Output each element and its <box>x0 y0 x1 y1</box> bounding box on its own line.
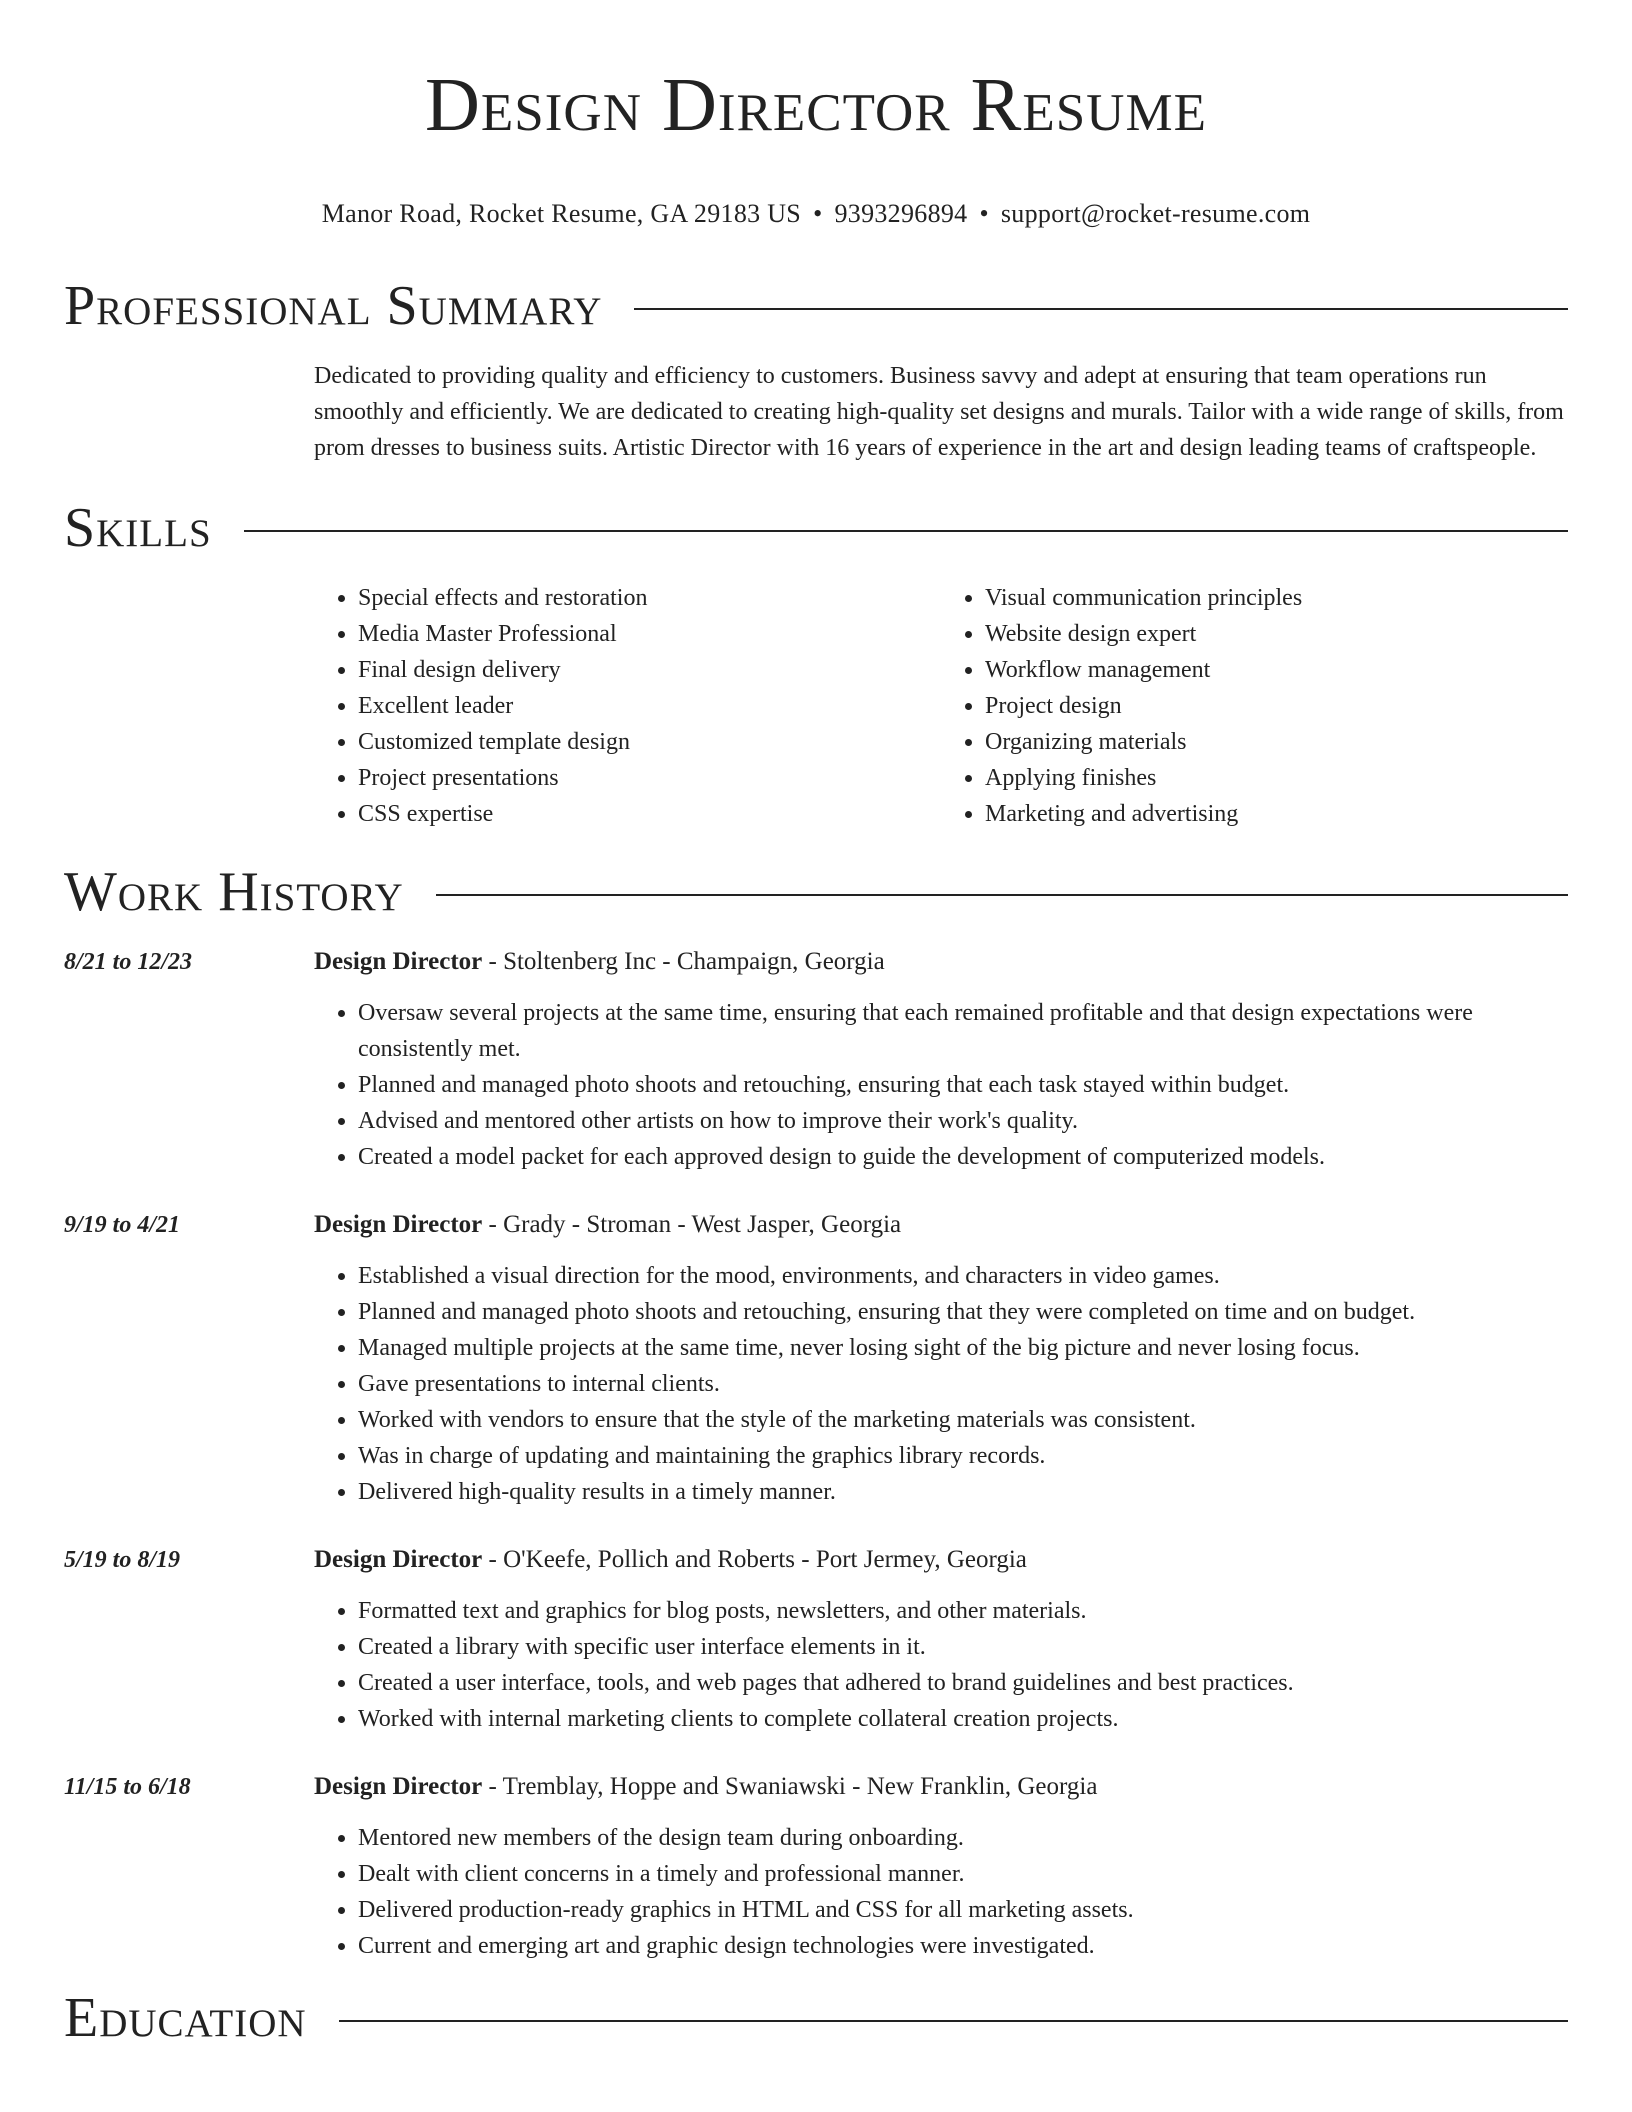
section-title-education: Education <box>64 1987 307 2049</box>
job-bullet: • Created a user interface, tools, and web pages that adhered to brand guidelines and best practices. <box>358 1665 1568 1701</box>
job-title: Design Director <box>314 1211 483 1238</box>
job-bullets <box>314 1820 1568 1964</box>
job-bullet: • Established a visual direction for the mood, environments, and characters in video games. <box>358 1258 1568 1294</box>
job-dates: 5/19 to 8/19 <box>64 1547 181 1573</box>
job-bullet: • Delivered high-quality results in a timely manner. <box>358 1474 1568 1510</box>
skill-item: • Excellent leader <box>358 688 941 724</box>
job-entry <box>64 1207 1568 1510</box>
job-heading <box>314 1769 1568 1805</box>
section-header-education <box>64 1986 1568 2050</box>
section-header-skills <box>64 496 1568 560</box>
skills-column-left <box>314 580 941 832</box>
job-bullet: • Worked with internal marketing clients to complete collateral creation projects. <box>358 1701 1568 1737</box>
job-details: - Stoltenberg Inc - Champaign, Georgia <box>482 948 885 975</box>
job-bullet: • Created a library with specific user interface elements in it. <box>358 1629 1568 1665</box>
job-bullet: • Formatted text and graphics for blog posts, newsletters, and other materials. <box>358 1593 1568 1629</box>
job-bullet: • Managed multiple projects at the same time, never losing sight of the big picture and never losing focus. <box>358 1330 1568 1366</box>
skill-item: • Website design expert <box>985 616 1568 652</box>
skill-item: • Customized template design <box>358 724 941 760</box>
job-title: Design Director <box>314 948 483 975</box>
resume-title: Design Director Resume <box>425 63 1207 147</box>
job-bullet: • Worked with vendors to ensure that the style of the marketing materials was consistent. <box>358 1402 1568 1438</box>
job-details: - O'Keefe, Pollich and Roberts - Port Jermey, Georgia <box>482 1546 1027 1573</box>
job-dates: 8/21 to 12/23 <box>64 949 193 975</box>
skill-item: • Workflow management <box>985 652 1568 688</box>
job-title: Design Director <box>314 1546 483 1573</box>
skill-item: • Visual communication principles <box>985 580 1568 616</box>
job-entry <box>64 1769 1568 1964</box>
section-title-skills: Skills <box>64 497 212 559</box>
job-bullet: • Advised and mentored other artists on how to improve their work's quality. <box>358 1103 1568 1139</box>
phone: 9393296894 <box>834 199 968 228</box>
skill-item: • Final design delivery <box>358 652 941 688</box>
address: Manor Road, Rocket Resume, GA 29183 US <box>321 199 802 228</box>
job-bullet: • Oversaw several projects at the same time, ensuring that each remained profitable and that design expectations were consistently met. <box>358 995 1568 1067</box>
job-dates: 11/15 to 6/18 <box>64 1774 191 1800</box>
job-entry <box>64 944 1568 1175</box>
skill-item: • Applying finishes <box>985 760 1568 796</box>
section-divider <box>244 530 1568 532</box>
section-divider <box>339 2020 1568 2022</box>
skill-item: • Media Master Professional <box>358 616 941 652</box>
job-entry <box>64 1542 1568 1737</box>
job-title: Design Director <box>314 1773 483 1800</box>
job-bullet: • Mentored new members of the design team during onboarding. <box>358 1820 1568 1856</box>
contact-line <box>0 198 1632 230</box>
skills-column-right <box>941 580 1568 832</box>
skills-list <box>314 580 1568 832</box>
section-divider <box>634 308 1568 310</box>
summary-text: Dedicated to providing quality and efficiency to customers. Business savvy and adept at ensuring that team operations run smoothly and efficiently. We are dedicated to creating high-quality set designs and murals. Tailor with a wide range of skills, from prom dresses to business suits. Artistic Director with 16 years of experience in the art and design leading teams of craftspeople. <box>314 363 1564 461</box>
job-bullet: • Created a model packet for each approved design to guide the development of computerized models. <box>358 1139 1568 1175</box>
skill-item: • Special effects and restoration <box>358 580 941 616</box>
job-bullet: • Delivered production-ready graphics in HTML and CSS for all marketing assets. <box>358 1892 1568 1928</box>
job-details: - Grady - Stroman - West Jasper, Georgia <box>482 1211 902 1238</box>
section-header-work <box>64 860 1568 924</box>
job-heading <box>314 1207 1568 1243</box>
separator-dot: • <box>813 199 823 228</box>
job-heading <box>314 944 1568 980</box>
skill-item: • CSS expertise <box>358 796 941 832</box>
section-header-summary <box>64 274 1568 338</box>
email: support@rocket-resume.com <box>1000 199 1311 228</box>
job-heading <box>314 1542 1568 1578</box>
job-bullet: • Was in charge of updating and maintaining the graphics library records. <box>358 1438 1568 1474</box>
skill-item: • Marketing and advertising <box>985 796 1568 832</box>
section-title-summary: Professional Summary <box>64 275 603 337</box>
job-bullets <box>314 1593 1568 1737</box>
skill-item: • Organizing materials <box>985 724 1568 760</box>
job-bullet: • Gave presentations to internal clients. <box>358 1366 1568 1402</box>
section-divider <box>436 894 1568 896</box>
job-bullets <box>314 995 1568 1175</box>
skill-item: • Project design <box>985 688 1568 724</box>
job-dates: 9/19 to 4/21 <box>64 1212 181 1238</box>
job-bullet: • Dealt with client concerns in a timely and professional manner. <box>358 1856 1568 1892</box>
job-bullet: • Planned and managed photo shoots and retouching, ensuring that they were completed on time and on budget. <box>358 1294 1568 1330</box>
job-bullet: • Current and emerging art and graphic design technologies were investigated. <box>358 1928 1568 1964</box>
skill-item: • Project presentations <box>358 760 941 796</box>
job-details: - Tremblay, Hoppe and Swaniawski - New Franklin, Georgia <box>482 1773 1098 1800</box>
section-title-work: Work History <box>64 861 404 923</box>
job-bullet: • Planned and managed photo shoots and retouching, ensuring that each task stayed within budget. <box>358 1067 1568 1103</box>
job-bullets <box>314 1258 1568 1510</box>
separator-dot: • <box>979 199 989 228</box>
